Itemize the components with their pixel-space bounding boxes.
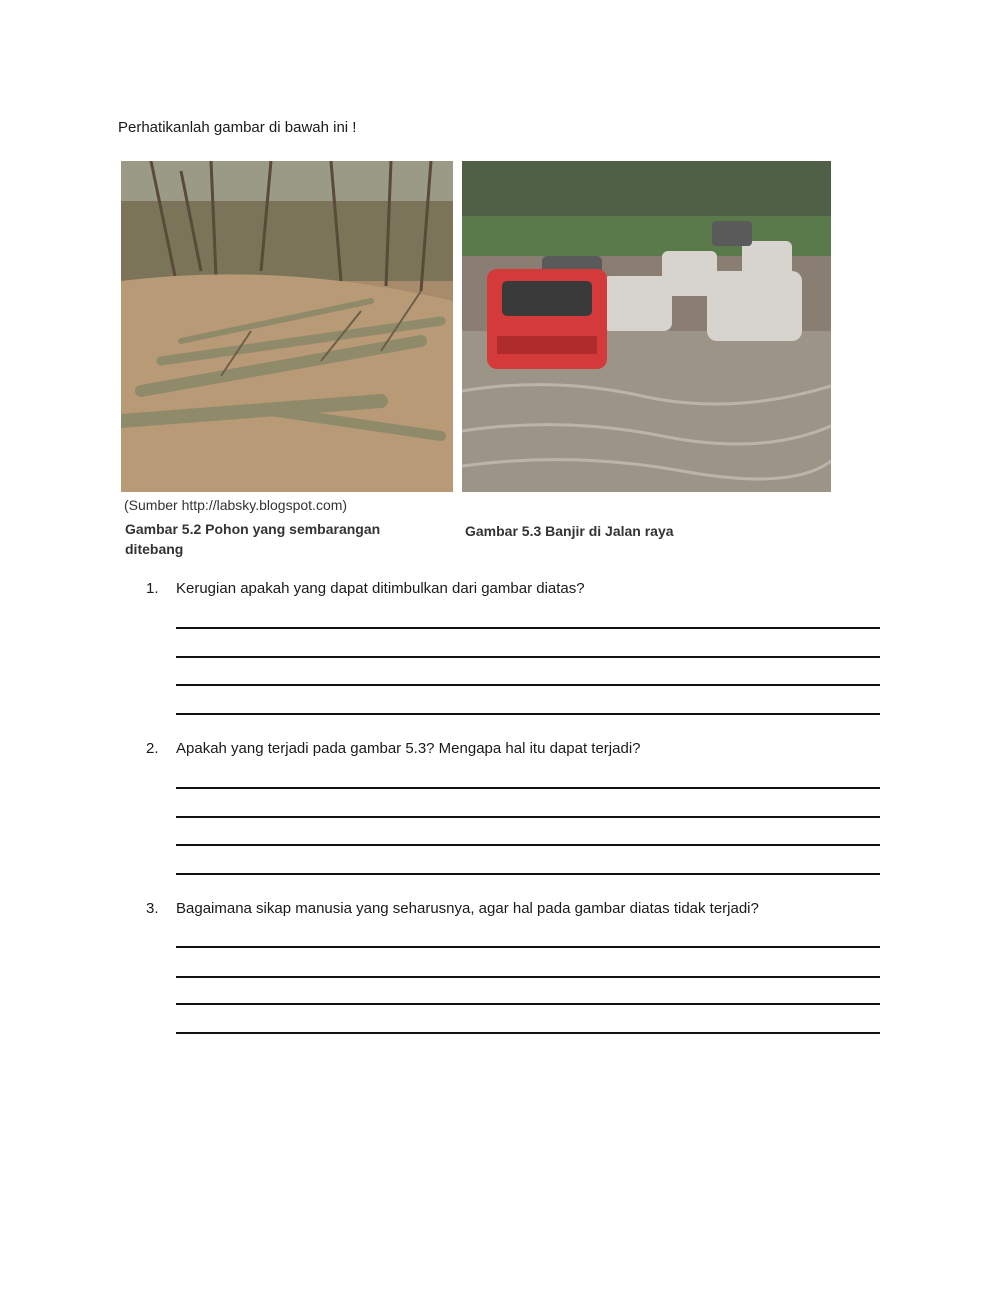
- image-source: (Sumber http://labsky.blogspot.com): [124, 497, 348, 513]
- answer-line[interactable]: [176, 787, 880, 789]
- answer-line[interactable]: [176, 976, 880, 978]
- question-number: 2.: [146, 740, 159, 757]
- flood-street-photo: [462, 161, 831, 492]
- answer-line[interactable]: [176, 627, 880, 629]
- question-2: [146, 740, 641, 757]
- question-number: 3.: [146, 900, 159, 917]
- felled-trees-photo: [121, 161, 453, 492]
- caption-figure-5-3: Gambar 5.3 Banjir di Jalan raya: [465, 523, 674, 539]
- question-number: 1.: [146, 580, 159, 597]
- question-text: Apakah yang terjadi pada gambar 5.3? Mengapa hal itu dapat terjadi?: [176, 740, 641, 757]
- caption-figure-5-2: Gambar 5.2 Pohon yang sembarangan ditebang: [125, 521, 381, 557]
- answer-line[interactable]: [176, 1032, 880, 1034]
- answer-line[interactable]: [176, 656, 880, 658]
- answer-line[interactable]: [176, 1003, 880, 1005]
- answer-line[interactable]: [176, 844, 880, 846]
- question-3: [146, 900, 759, 917]
- question-text: Kerugian apakah yang dapat ditimbulkan dari gambar diatas?: [176, 580, 585, 597]
- question-1: [146, 580, 585, 597]
- answer-line[interactable]: [176, 873, 880, 875]
- answer-line[interactable]: [176, 816, 880, 818]
- answer-line[interactable]: [176, 713, 880, 715]
- answer-line[interactable]: [176, 946, 880, 948]
- question-text: Bagaimana sikap manusia yang seharusnya, agar hal pada gambar diatas tidak terjadi?: [176, 900, 759, 917]
- instruction-text: Perhatikanlah gambar di bawah ini !: [118, 119, 357, 136]
- answer-line[interactable]: [176, 684, 880, 686]
